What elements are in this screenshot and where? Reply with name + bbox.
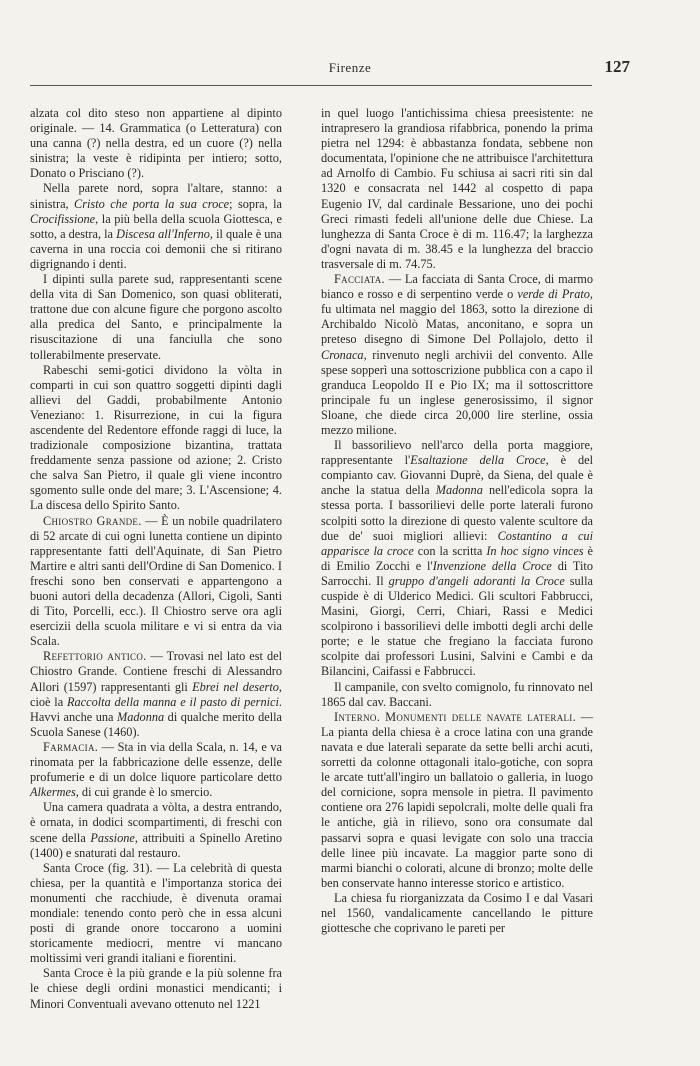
paragraph — [321, 891, 593, 936]
paragraph — [30, 649, 282, 740]
text-run: Una camera quadrata a vòlta, a destra entrando, è ornata, in dodici scompartimenti, di freschi con scene della — [30, 800, 282, 845]
italic-text: Esaltazione della Croce — [410, 453, 546, 468]
text-run: — Sta in via della Scala, n. 14, e va rinomata per la fabbricazione delle essenze, delle profumerie e di un dolce liquore particolare detto — [30, 739, 282, 785]
italic-text: Invenzione della Croce — [432, 558, 552, 573]
text-run: . Havvi anche una — [30, 694, 282, 724]
paragraph — [321, 680, 593, 710]
italic-text: Madonna — [435, 483, 483, 498]
italic-text: Ebrei nel deserto — [192, 679, 279, 694]
paragraph — [30, 363, 282, 514]
text-run: in quel luogo l'antichissima chiesa preesistente: ne intrapresero la grandiosa rifabbrica, ponendo la prima pietra nel 1294: è abbastanza fondata, sebbene non documentata, l'opinione che ne attribuisce l'architettura ad Arnolfo di Cambio. Fu schiusa ai sacri riti sin dal 1320 e consacrata nel 1442 al cospetto di papa Eugenio IV, dal cardinale Bessarione, uno dei pochi Greci rimasti fedeli all'unione delle due Chiese. La lunghezza di Santa Croce è di m. 116.47; la larghezza d'ogni navata di m. 38.45 e la lunghezza del braccio trasversale di m. 74.75. — [321, 106, 593, 271]
italic-text: gruppo d'angeli adoranti la Croce — [388, 573, 565, 588]
paragraph — [321, 438, 593, 680]
paragraph — [321, 106, 593, 272]
text-run: Nella parete nord, sopra l'altare, stanno: a sinistra, — [30, 181, 282, 211]
text-run: alzata col dito steso non appartiene al dipinto originale. — 14. Grammatica (o Letteratura) con una canna (?) nella destra, ed un cuore (?) nella sinistra; la veste è ridipinta per intiero; sotto, Donato o Prisciano (?). — [30, 106, 282, 181]
italic-text: Cristo che porta la sua croce — [74, 196, 230, 211]
page-number: 127 — [604, 57, 630, 76]
text-run: — La pianta della chiesa è a croce latina con una grande navata e due laterali separate da sette belli archi acuti, sorretti da colonne ottagonali italo-gotiche, con sopra le arcate tutt'all'ingiro un ballatoio o galleria, in luogo del cornicione, sopra mensole in pietra. Il pavimento contiene ora 276 lapidi sepolcrali, molte delle quali fra le antiche, già in rilievo, sono ora consumate dal passarvi sopra e quasi levigate con solo una traccia delle linee più incavate. La maggior parte sono di marmi bianchi o colorati, alcune di bronzo; molte delle ben conservate hanno interesse storico e artistico. — [321, 709, 593, 890]
text-run: , il quale è una caverna in una roccia coi demonii che si ritirano digrignando i denti. — [30, 226, 282, 271]
paragraph — [321, 272, 593, 438]
italic-text: Costantino a cui apparisce la croce — [321, 528, 593, 558]
italic-text: Crocifissione — [30, 211, 96, 226]
section-heading: Facciata. — [334, 272, 385, 287]
text-run: sulla cuspide è di Ulderico Medici. Gli scultori Fabbrucci, Masini, Giorgi, Cerri, Chiari, Rassi e Medici scolpirono i bassorilievi delle imbotti degli archi delle porte; e le statue che fregiano la facciata furono scolpite dai professori Lusini, Salvini e Cambi e da Bilancini, Caifassi e Fabbrucci. — [321, 573, 593, 679]
section-heading: Refettorio antico. — [43, 649, 147, 664]
text-run: è di Emilio Zocchi e l' — [321, 543, 593, 573]
page-header-title: Firenze — [328, 60, 372, 75]
right-text-column — [321, 106, 593, 936]
paragraph — [30, 514, 282, 650]
text-run: , la più bella della scuola Giottesca, e sotto, a destra, la — [30, 211, 282, 241]
header-rule — [30, 85, 592, 86]
paragraph — [30, 106, 282, 181]
italic-text: Alkermes — [30, 785, 76, 800]
text-run: I dipinti sulla parete sud, rappresentanti scene della vita di San Domenico, son quasi obliterati, trattone due con alcune figure che porgono ascolto alla predica del Santo, e principalmente la risuscitazione di una fanciulla che sono tollerabilmente preservate. — [30, 272, 282, 362]
paragraph — [30, 966, 282, 1011]
italic-text: verde di Prato — [517, 287, 590, 302]
text-run: — Trovasi nel lato est del Chiostro Grande. Contiene freschi di Alessandro Allori (1597) rappresentanti gli — [30, 649, 282, 694]
italic-text: Cronaca — [321, 347, 364, 362]
text-run: Santa Croce è la più grande e la più solenne fra le chiese degli ordini monastici mendicanti; i Minori Conventuali avevano ottenuto nel 1221 — [30, 966, 282, 1011]
section-heading: Farmacia. — [43, 739, 99, 754]
text-run: nell'edicola sopra la stessa porta. I bassorilievi delle porte laterali furono scolpiti sotto la direzione di questo valente scultore da due de' suoi migliori allievi: — [321, 483, 593, 543]
section-heading: Interno. Monumenti delle navate laterali. — [334, 709, 576, 724]
text-run: , fu ultimata nel maggio del 1863, sotto la direzione di Archibaldo Nicolò Matas, anconitano, e sopra un preteso disegno di Simone Del Pollajolo, detto il — [321, 287, 593, 347]
text-run: Rabeschi semi-gotici dividono la vòlta in comparti in cui son quattro soggetti dipinti dagli allievi del Gaddi, probabilmente Antonio Veneziano: 1. Risurrezione, in cui la figura ascendente del Redentore effonde raggi di luce, la tradizionale composizione bizantina, trattata freddamente senza passione od azione; 2. Cristo che salva San Pietro, il quale gli viene incontro sgomento sulle onde del mare; 3. L'Ascensione; 4. La discesa dello Spirito Santo. — [30, 362, 282, 513]
running-head — [30, 57, 670, 82]
text-run: , attribuiti a Spinello Aretino (1400) e snaturati dal restauro. — [30, 830, 282, 860]
paragraph — [30, 861, 282, 967]
text-run: — La facciata di Santa Croce, di marmo bianco e rosso e di serpentino verde o — [321, 272, 593, 302]
paragraph — [30, 800, 282, 860]
italic-text: Madonna — [117, 709, 165, 724]
paragraph — [30, 740, 282, 800]
text-run: di qualche merito della Scuola Sanese (1460). — [30, 709, 282, 739]
text-run: , di cui grande è lo smercio. — [75, 785, 213, 800]
italic-text: Passione — [90, 830, 135, 845]
text-run: — È un nobile quadrilatero di 52 arcate di cui ogni lunetta contiene un dipinto rappresentante fatti dell'Aquinate, di San Pietro Martire e altri santi dell'Ordine di San Domenico. I freschi sono ben conservati e appartengono a buoni autori della decadenza (Allori, Cigoli, Santi di Tito, Porcelli, ecc.). Il Chiostro serve ora agli esercizii della scuola militare e vi si entra da via Scala. — [30, 513, 282, 649]
text-run: , cioè la — [30, 679, 282, 709]
italic-text: Discesa all'Inferno — [116, 226, 210, 241]
paragraph — [321, 710, 593, 891]
text-run: con la scritta — [413, 543, 487, 558]
paragraph — [30, 272, 282, 363]
text-run: ; sopra, la — [229, 196, 282, 211]
text-run: Il bassorilievo nell'arco della porta maggiore, rappresentante l' — [321, 438, 593, 468]
text-run: Santa Croce (fig. 31). — La celebrità di questa chiesa, per la quantità e l'importanza storica dei monumenti che racchiude, è divenuta oramai mondiale: tenendo conto però che in essa alcuni posti di grande onore toccarono a uomini storicamente mediocri, mentre vi mancano moltissimi veri grandi italiani e fiorentini. — [30, 860, 282, 966]
section-heading: Chiostro Grande. — [43, 513, 142, 528]
paragraph — [30, 181, 282, 272]
text-run: Il campanile, con svelto comignolo, fu rinnovato nel 1865 dal cav. Baccani. — [321, 679, 593, 709]
left-text-column — [30, 106, 282, 1012]
text-run: , è del compianto cav. Giovanni Duprè, da Siena, del quale è anche la statua della — [321, 453, 593, 498]
italic-text: Raccolta della manna e il pasto di pernici — [67, 694, 279, 709]
italic-text: In hoc signo vinces — [486, 543, 584, 558]
text-run: , rinvenuto negli archivii del convento. Alle spese sopperì una sottoscrizione pubblica con a capo il granduca Leopoldo II e Pio IX; ma il sottoscrittore principale fu un inglese generosissimo, il signor Sloane, che diede circa 20,000 lire sterline, ossia mezzo milione. — [321, 347, 593, 437]
text-run: La chiesa fu riorganizzata da Cosimo I e dal Vasari nel 1560, vandalicamente cancellando le pitture giottesche che coprivano le pareti per — [321, 890, 593, 936]
text-run: di Tito Sarrocchi. Il — [321, 558, 593, 588]
